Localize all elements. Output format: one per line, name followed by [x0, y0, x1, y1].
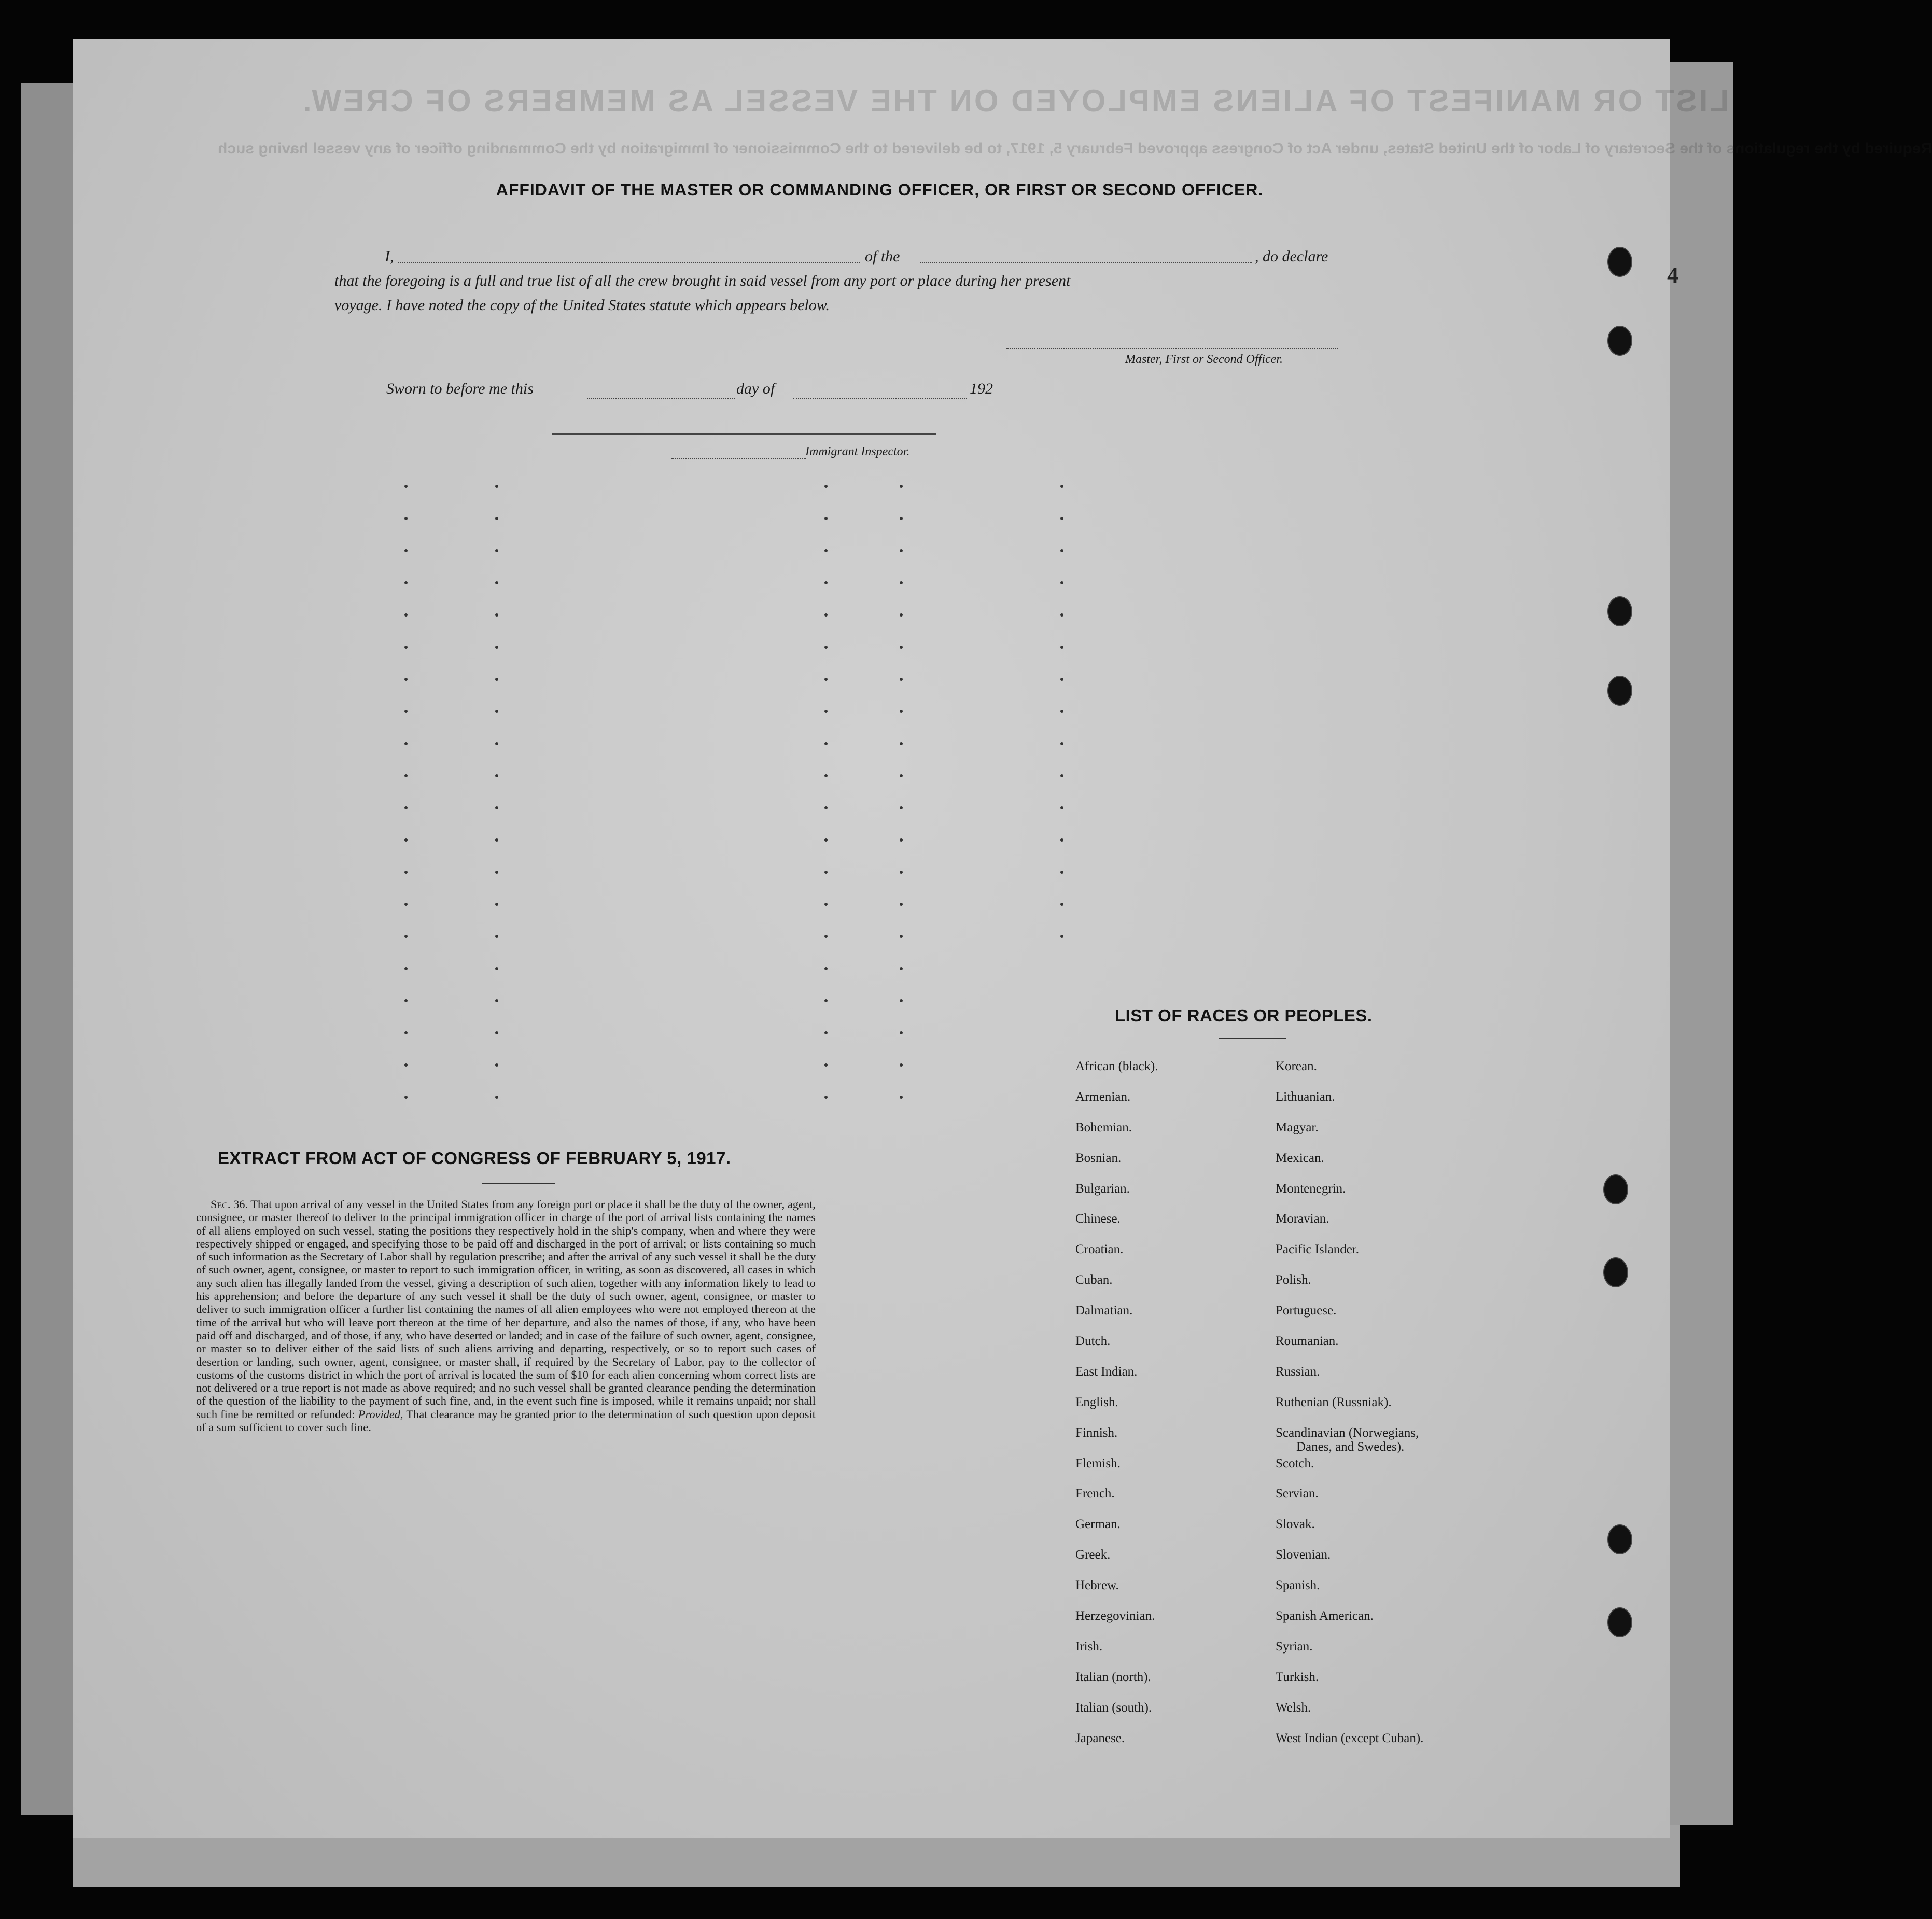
bleed-through-dot	[1060, 549, 1063, 552]
race-item: Italian (north).	[1075, 1670, 1151, 1684]
races-column-2	[1276, 1059, 1423, 1761]
race-item: Ruthenian (Russniak).	[1276, 1395, 1392, 1409]
bleed-through-dot	[824, 999, 828, 1002]
back-sheet-right	[1659, 62, 1733, 1825]
bleed-through-dot	[495, 935, 498, 938]
race-item-line: Scandinavian (Norwegians,	[1276, 1425, 1419, 1440]
bleed-through-dot	[495, 774, 498, 777]
race-item: Magyar.	[1276, 1120, 1319, 1134]
bleed-through-dot	[404, 999, 408, 1002]
affidavit-i: I,	[385, 248, 394, 265]
race-item: Turkish.	[1276, 1670, 1319, 1684]
bleed-through-dot	[900, 613, 903, 617]
bleed-through-dot	[824, 549, 828, 552]
bleed-through-dot	[900, 485, 903, 488]
affidavit-declare: , do declare	[1255, 248, 1328, 265]
race-item: Korean.	[1276, 1059, 1317, 1073]
race-item: Greek.	[1075, 1548, 1111, 1562]
bleed-through-dot	[900, 1063, 903, 1067]
race-item: Pacific Islander.	[1276, 1242, 1360, 1257]
race-item: French.	[1075, 1487, 1115, 1501]
race-item: German.	[1075, 1517, 1121, 1532]
bleed-through-dot	[495, 710, 498, 713]
bleed-through-dot	[900, 517, 903, 520]
bleed-through-dot	[900, 903, 903, 906]
bleed-through-dot	[824, 1031, 828, 1034]
bleed-through-dot	[495, 613, 498, 617]
bleed-through-dot	[495, 581, 498, 584]
races-title: LIST OF RACES OR PEOPLES.	[1115, 1006, 1373, 1025]
race-item: Roumanian.	[1276, 1334, 1339, 1349]
race-item: Italian (south).	[1075, 1700, 1152, 1715]
race-item: West Indian (except Cuban).	[1276, 1731, 1424, 1745]
bleed-through-dot	[404, 581, 408, 584]
bleed-through-dot	[824, 742, 828, 745]
race-item: African (black).	[1075, 1059, 1158, 1073]
bleed-through-dot	[404, 1063, 408, 1067]
binder-hole	[1603, 1257, 1628, 1287]
master-signature-label: Master, First or Second Officer.	[1125, 353, 1283, 366]
bleed-through-dot	[404, 838, 408, 842]
bleed-through-dot	[824, 1096, 828, 1099]
bleed-through-dot	[900, 710, 903, 713]
binder-hole	[1607, 326, 1632, 356]
bleed-through-dot	[495, 517, 498, 520]
race-item: Spanish American.	[1276, 1609, 1374, 1623]
bleed-through-dot	[495, 485, 498, 488]
bleed-through-dot	[900, 999, 903, 1002]
bleed-through-dot	[495, 871, 498, 874]
bleed-through-dot	[1060, 774, 1063, 777]
bleed-through-dot	[495, 967, 498, 970]
race-item: Mexican.	[1276, 1151, 1324, 1165]
race-item: Chinese.	[1075, 1212, 1121, 1226]
bleed-through-dot	[495, 806, 498, 809]
bleed-through-dot	[1060, 903, 1063, 906]
races-title-rule	[1219, 1038, 1286, 1039]
race-item: Slovak.	[1276, 1517, 1315, 1532]
bleed-through-dot	[900, 967, 903, 970]
page-number: 4	[1667, 262, 1678, 288]
race-item: Bohemian.	[1075, 1120, 1132, 1134]
race-item: Slovenian.	[1276, 1548, 1331, 1562]
extract-text-part2: That clearance may be granted prior to the determination of such question upon deposit of a sum sufficient to cover such fine.	[196, 1407, 816, 1434]
bleed-through-dot	[404, 774, 408, 777]
bleed-through-dot	[495, 678, 498, 681]
bleed-through-dot	[900, 549, 903, 552]
binder-hole	[1607, 676, 1632, 706]
bleed-through-dot	[824, 871, 828, 874]
bleed-through-dot	[824, 581, 828, 584]
race-item: Flemish.	[1075, 1456, 1121, 1470]
bleed-through-dot	[404, 1096, 408, 1099]
bleed-through-dot	[1060, 517, 1063, 520]
race-item: Hebrew.	[1075, 1578, 1119, 1593]
race-item: Moravian.	[1276, 1212, 1329, 1226]
bleed-through-dot	[1060, 678, 1063, 681]
bleed-through-dot	[900, 871, 903, 874]
race-item: Servian.	[1276, 1487, 1319, 1501]
race-item: Portuguese.	[1276, 1304, 1337, 1318]
bleed-through-dot	[495, 1031, 498, 1034]
race-item: Lithuanian.	[1276, 1089, 1335, 1104]
bleed-through-dot	[900, 935, 903, 938]
bleed-through-dot	[900, 646, 903, 649]
master-signature-field[interactable]	[1006, 348, 1338, 349]
bleed-through-dot	[495, 549, 498, 552]
bleed-through-dot	[824, 710, 828, 713]
bleed-through-title: LIST OR MANIFEST OF ALIENS EMPLOYED ON THE VESSEL AS MEMBERS OF CREW.	[301, 83, 1729, 118]
bleed-through-dot	[404, 1031, 408, 1034]
race-item: Russian.	[1276, 1364, 1320, 1379]
race-item: Scotch.	[1276, 1456, 1314, 1470]
race-item-continuation: Danes, and Swedes).	[1296, 1439, 1405, 1454]
race-item: Irish.	[1075, 1639, 1103, 1654]
master-name-field[interactable]	[398, 262, 860, 263]
bleed-through-dot	[824, 613, 828, 617]
bleed-through-dot	[495, 1063, 498, 1067]
bleed-through-dot	[404, 646, 408, 649]
binder-hole	[1607, 1524, 1632, 1554]
sworn-month-field[interactable]	[793, 398, 967, 399]
race-item: Herzegovinian.	[1075, 1609, 1155, 1623]
bleed-through-dot	[900, 806, 903, 809]
bleed-through-dot	[1060, 646, 1063, 649]
bleed-through-dot	[824, 967, 828, 970]
race-item: Polish.	[1276, 1273, 1311, 1287]
binder-hole	[1607, 1607, 1632, 1637]
binder-hole	[1603, 1174, 1628, 1204]
races-column-1	[1075, 1059, 1158, 1761]
bleed-through-dot	[1060, 935, 1063, 938]
inspector-signature-rule	[552, 433, 936, 435]
extract-section: Sec. 36.	[211, 1198, 248, 1211]
race-item: Montenegrin.	[1276, 1181, 1346, 1196]
race-item: English.	[1075, 1395, 1118, 1409]
bleed-through-dot	[900, 1096, 903, 1099]
bleed-through-dot	[495, 838, 498, 842]
affidavit-line-3: voyage. I have noted the copy of the United States statute which appears below.	[334, 297, 830, 314]
race-item	[1276, 1426, 1423, 1456]
affidavit-of-the: of the	[865, 248, 900, 265]
race-item: Dutch.	[1075, 1334, 1111, 1349]
extract-text-part1: That upon arrival of any vessel in the United States from any foreign port or place it shall be the duty of the owner, agent, consignee, or master thereof to deliver to the principal immigration officer in charge of the port of arrival lists containing the names of all aliens employed on such vessel, stating the positions they respectively hold in the ship's company, when and where they were respectively shipped or engaged, and specifying those to be paid off and discharged in the port of arrival; or lists containing so much of such information as the Secretary of Labor shall by regulation prescribe; and after the arrival of any such vessel it shall be the duty of such owner, agent, consignee, or master to report to such immigration officer, in writing, as soon as discovered, all cases in which any such alien has illegally landed from the vessel, giving a description of such alien, together with any information likely to lead to his apprehension; and before the departure of any such vessel it shall be the duty of such owner, agent, consignee, or master to deliver to such immigration officer a further list containing the names of all alien employees who were not employed thereon at the time of the arrival but who will leave port thereon at the time of her departure, and also the names of those, if any, who have been paid off and discharged, and of those, if any, who have deserted or landed; and in case of the failure of such owner, agent, consignee, or master so to deliver either of the said lists of such aliens arriving and departing, respectively, or so to report such cases of desertion or landing, such owner, agent, consignee, or master shall, if required by the Secretary of Labor, pay to the collector of customs of the customs district in which the port of arrival is located the sum of $10 for each alien concerning whom correct lists are not delivered or a true report is not made as above required; and no such vessel shall be granted clearance pending the determination of the question of the liability to the payment of such fine, and, in the event such fine is imposed, while it remains unpaid; nor shall such fine be remitted or refunded:	[196, 1198, 816, 1421]
bleed-through-dot	[1060, 485, 1063, 488]
race-item: Finnish.	[1075, 1425, 1118, 1440]
bleed-through-dot	[900, 581, 903, 584]
bleed-through-dot	[824, 517, 828, 520]
race-item: Croatian.	[1075, 1242, 1124, 1257]
bleed-through-dot	[824, 485, 828, 488]
vessel-name-field[interactable]	[920, 262, 1252, 263]
bleed-through-dot	[404, 485, 408, 488]
race-item: East Indian.	[1075, 1364, 1138, 1379]
bleed-through-dot	[1060, 710, 1063, 713]
bleed-through-dot	[404, 871, 408, 874]
bleed-through-dot	[495, 903, 498, 906]
race-item: Cuban.	[1075, 1273, 1113, 1287]
extract-title: EXTRACT FROM ACT OF CONGRESS OF FEBRUARY 5, 1917.	[218, 1148, 731, 1168]
bleed-through-dot	[824, 678, 828, 681]
binder-hole	[1607, 596, 1632, 626]
bleed-through-dot	[824, 838, 828, 842]
bleed-through-dot	[404, 903, 408, 906]
bleed-through-dot	[900, 838, 903, 842]
bleed-through-dot	[404, 967, 408, 970]
bleed-through-dot	[404, 806, 408, 809]
race-item: Dalmatian.	[1075, 1304, 1133, 1318]
bleed-through-dot	[1060, 806, 1063, 809]
sworn-text: Sworn to before me this	[386, 380, 534, 397]
bleed-through-dot	[1060, 871, 1063, 874]
bleed-through-dot	[404, 710, 408, 713]
extract-title-rule	[482, 1183, 555, 1184]
bleed-through-dot	[1060, 742, 1063, 745]
bleed-through-dot	[404, 517, 408, 520]
race-item: Spanish.	[1276, 1578, 1320, 1593]
race-item: Bulgarian.	[1075, 1181, 1130, 1196]
year-text: 192	[970, 380, 993, 397]
bleed-through-dot	[1060, 838, 1063, 842]
inspector-signature-field[interactable]	[671, 458, 806, 459]
inspector-label: Immigrant Inspector.	[805, 445, 910, 458]
sworn-day-field[interactable]	[587, 398, 735, 399]
race-item: Welsh.	[1276, 1700, 1311, 1715]
bleed-through-subtitle: Required by the regulations of the Secretary of Labor of the United States, under Act of Congress approved February 5, 1917, to be delivered to the Commissioner of Immigration by the Commanding officer of any vessel having such	[218, 140, 1932, 157]
extract-body	[196, 1198, 816, 1434]
race-item: Japanese.	[1075, 1731, 1125, 1745]
bleed-through-dot	[900, 678, 903, 681]
bleed-through-dot	[404, 742, 408, 745]
race-item: Armenian.	[1075, 1089, 1131, 1104]
bleed-through-dot	[495, 742, 498, 745]
bleed-through-dot	[495, 999, 498, 1002]
bleed-through-dot	[824, 806, 828, 809]
manifest-page	[73, 39, 1670, 1838]
race-item: Bosnian.	[1075, 1151, 1122, 1165]
bleed-through-dot	[404, 678, 408, 681]
bleed-through-dot	[404, 549, 408, 552]
extract-provided: Provided,	[358, 1407, 403, 1421]
binder-hole	[1607, 247, 1632, 277]
bleed-through-dot	[824, 646, 828, 649]
affidavit-title: AFFIDAVIT OF THE MASTER OR COMMANDING OFFICER, OR FIRST OR SECOND OFFICER.	[496, 180, 1264, 199]
bleed-through-dot	[900, 1031, 903, 1034]
bleed-through-dot	[900, 774, 903, 777]
bleed-through-dot	[824, 1063, 828, 1067]
bleed-through-dot	[404, 613, 408, 617]
bleed-through-dot	[900, 742, 903, 745]
bleed-through-dot	[1060, 613, 1063, 617]
race-item: Syrian.	[1276, 1639, 1313, 1654]
day-of-text: day of	[736, 380, 775, 397]
bleed-through-dot	[824, 774, 828, 777]
bleed-through-dot	[824, 903, 828, 906]
bleed-through-dot	[1060, 581, 1063, 584]
bleed-through-dot	[495, 646, 498, 649]
bleed-through-dot	[824, 935, 828, 938]
bleed-through-dot	[495, 1096, 498, 1099]
bleed-through-dot	[404, 935, 408, 938]
affidavit-line-2: that the foregoing is a full and true list of all the crew brought in said vessel from any port or place during her present	[334, 272, 1071, 289]
